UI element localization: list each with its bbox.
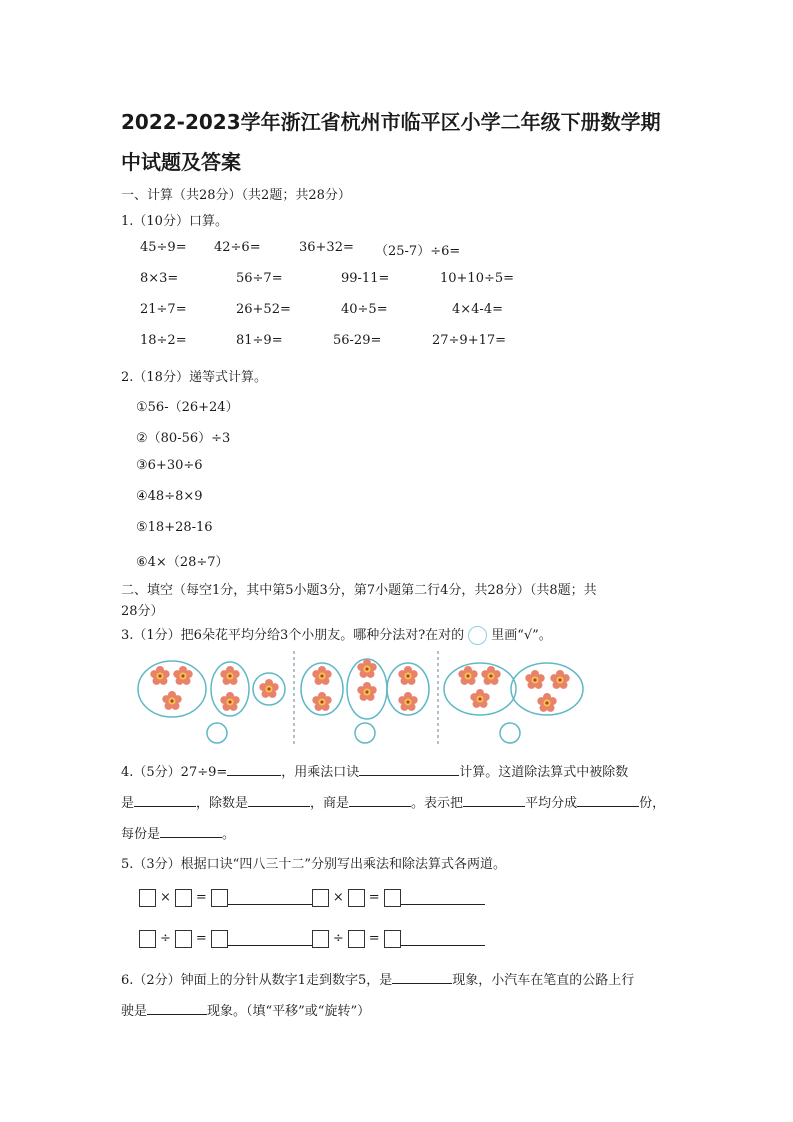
q5-mult1-box-a[interactable] <box>139 889 156 907</box>
q1-label: 1.（10分）口算。 <box>121 214 228 229</box>
times-sign: × <box>332 890 344 905</box>
q4-blank-dividend[interactable] <box>134 793 196 807</box>
section-2-heading-line-2: 28分） <box>121 604 164 619</box>
q4-blank-parts[interactable] <box>577 793 639 807</box>
divide-sign: ÷ <box>160 931 171 946</box>
times-sign: × <box>160 890 171 905</box>
flower-division-figure <box>136 647 591 747</box>
q5-mult2-box-c[interactable] <box>384 889 401 907</box>
q4-text-1: 4.（5分）27÷9= <box>121 765 228 780</box>
q2-item-4: ④48÷8×9 <box>136 489 203 504</box>
q2-item-1: ①56-（26+24） <box>136 400 239 415</box>
q5-div1-box-a[interactable] <box>139 930 156 948</box>
q1-r2-c4: 10+10÷5= <box>440 271 515 286</box>
equals-sign: = <box>195 931 207 946</box>
q5-mult1-box-b[interactable] <box>175 889 192 907</box>
q5-multiplication-row <box>139 887 485 907</box>
q5-mult2-box-b[interactable] <box>348 889 365 907</box>
q2-item-5: ⑤18+28-16 <box>136 520 213 535</box>
q3-text <box>121 624 552 645</box>
q1-r3-c3: 40÷5= <box>341 302 388 317</box>
q4-blank-quotient-2[interactable] <box>349 793 411 807</box>
equals-sign: = <box>368 890 380 905</box>
q1-r2-c2: 56÷7= <box>236 271 283 286</box>
q2-item-2: ②（80-56）÷3 <box>136 431 231 446</box>
q4-text-5: ，除数是 <box>196 796 249 811</box>
q5-div1-box-b[interactable] <box>175 930 192 948</box>
q6-text-1: 6.（2分）钟面上的分针从数字1走到数字5，是 <box>121 973 393 988</box>
q1-r4-c1: 18÷2= <box>140 333 187 348</box>
q4-blank-divisor[interactable] <box>248 793 310 807</box>
document-title-line-1: 2022-2023学年浙江省杭州市临平区小学二年级下册数学期 <box>121 110 661 134</box>
q1-r4-c4: 27÷9+17= <box>432 333 507 348</box>
q1-r1-c2: 42÷6= <box>214 240 261 255</box>
q4-text-11: 。 <box>222 827 236 842</box>
q5-mult1-line <box>228 890 312 905</box>
q5-div2-line <box>401 931 485 946</box>
q1-r4-c3: 56-29= <box>333 333 382 348</box>
q4-text-2: ，用乘法口诀 <box>281 765 360 780</box>
q1-r3-c4: 4×4-4= <box>452 302 503 317</box>
q6-text-4: 现象。（填“平移”或“旋转”） <box>207 1004 371 1019</box>
q4-blank-formula[interactable] <box>359 762 459 776</box>
q4-text-7: 。表示把 <box>411 796 464 811</box>
q6-blank-clock[interactable] <box>392 970 452 984</box>
q5-div1-box-c[interactable] <box>211 930 228 948</box>
q4-blank-quotient[interactable] <box>227 762 281 776</box>
q6-text-3: 驶是 <box>121 1004 148 1019</box>
option-c-groups <box>444 663 583 715</box>
q4-text-10: 每份是 <box>121 827 161 842</box>
q4-line-1 <box>121 761 628 780</box>
option-c-answer-circle[interactable] <box>500 723 520 743</box>
q5-mult2-box-a[interactable] <box>312 889 329 907</box>
q1-r2-c1: 8×3= <box>140 271 179 286</box>
q1-r2-c3: 99-11= <box>341 271 390 286</box>
q1-r1-c3: 36+32= <box>299 240 354 255</box>
q4-line-2 <box>121 792 665 811</box>
q4-text-4: 是 <box>121 796 135 811</box>
answer-circle-icon <box>468 626 487 645</box>
q5-div1-line <box>228 931 312 946</box>
q4-blank-total[interactable] <box>463 793 525 807</box>
q4-line-3 <box>121 823 235 842</box>
q5-mult1-box-c[interactable] <box>211 889 228 907</box>
q1-r1-c4: （25-7）÷6= <box>375 244 461 259</box>
q2-item-3: ③6+30÷6 <box>136 458 203 473</box>
equals-sign: = <box>368 931 380 946</box>
q4-text-6: ，商是 <box>310 796 350 811</box>
q1-r1-c1: 45÷9= <box>140 240 187 255</box>
q4-blank-each[interactable] <box>160 824 222 838</box>
q6-text-2: 现象，小汽车在笔直的公路上行 <box>452 973 635 988</box>
q5-mult2-line <box>401 890 485 905</box>
q6-line-1 <box>121 969 634 988</box>
q4-text-8: 平均分成 <box>525 796 578 811</box>
q1-r3-c1: 21÷7= <box>140 302 187 317</box>
q4-text-3: 计算。这道除法算式中被除数 <box>459 765 629 780</box>
q5-div2-box-a[interactable] <box>312 930 329 948</box>
q5-div2-box-b[interactable] <box>348 930 365 948</box>
section-2-heading-line-1: 二、填空（每空1分，其中第5小题3分，第7小题第二行4分，共28分）（共8题；共 <box>121 583 597 598</box>
q5-label: 5.（3分）根据口诀“四八三十二”分别写出乘法和除法算式各两道。 <box>121 857 506 872</box>
q4-text-9: 份， <box>639 796 666 811</box>
q1-r4-c2: 81÷9= <box>236 333 283 348</box>
option-a-answer-circle[interactable] <box>207 723 227 743</box>
q6-line-2 <box>121 1000 370 1019</box>
q5-division-row <box>139 928 485 948</box>
divide-sign: ÷ <box>332 931 344 946</box>
q3-text-after: 里画“√”。 <box>491 628 552 643</box>
document-title-line-2: 中试题及答案 <box>121 150 241 174</box>
option-a-groups <box>138 661 285 717</box>
q1-r3-c2: 26+52= <box>236 302 291 317</box>
q6-blank-car[interactable] <box>147 1001 207 1015</box>
q2-item-6: ⑥4×（28÷7） <box>136 555 229 570</box>
option-b-answer-circle[interactable] <box>355 723 375 743</box>
q3-text-before: 3.（1分）把6朵花平均分给3个小朋友。哪种分法对?在对的 <box>121 628 465 643</box>
q2-label: 2.（18分）递等式计算。 <box>121 370 267 385</box>
option-b-groups <box>301 659 429 719</box>
q5-div2-box-c[interactable] <box>384 930 401 948</box>
equals-sign: = <box>195 890 207 905</box>
section-1-heading: 一、计算（共28分）（共2题；共28分） <box>121 188 351 203</box>
